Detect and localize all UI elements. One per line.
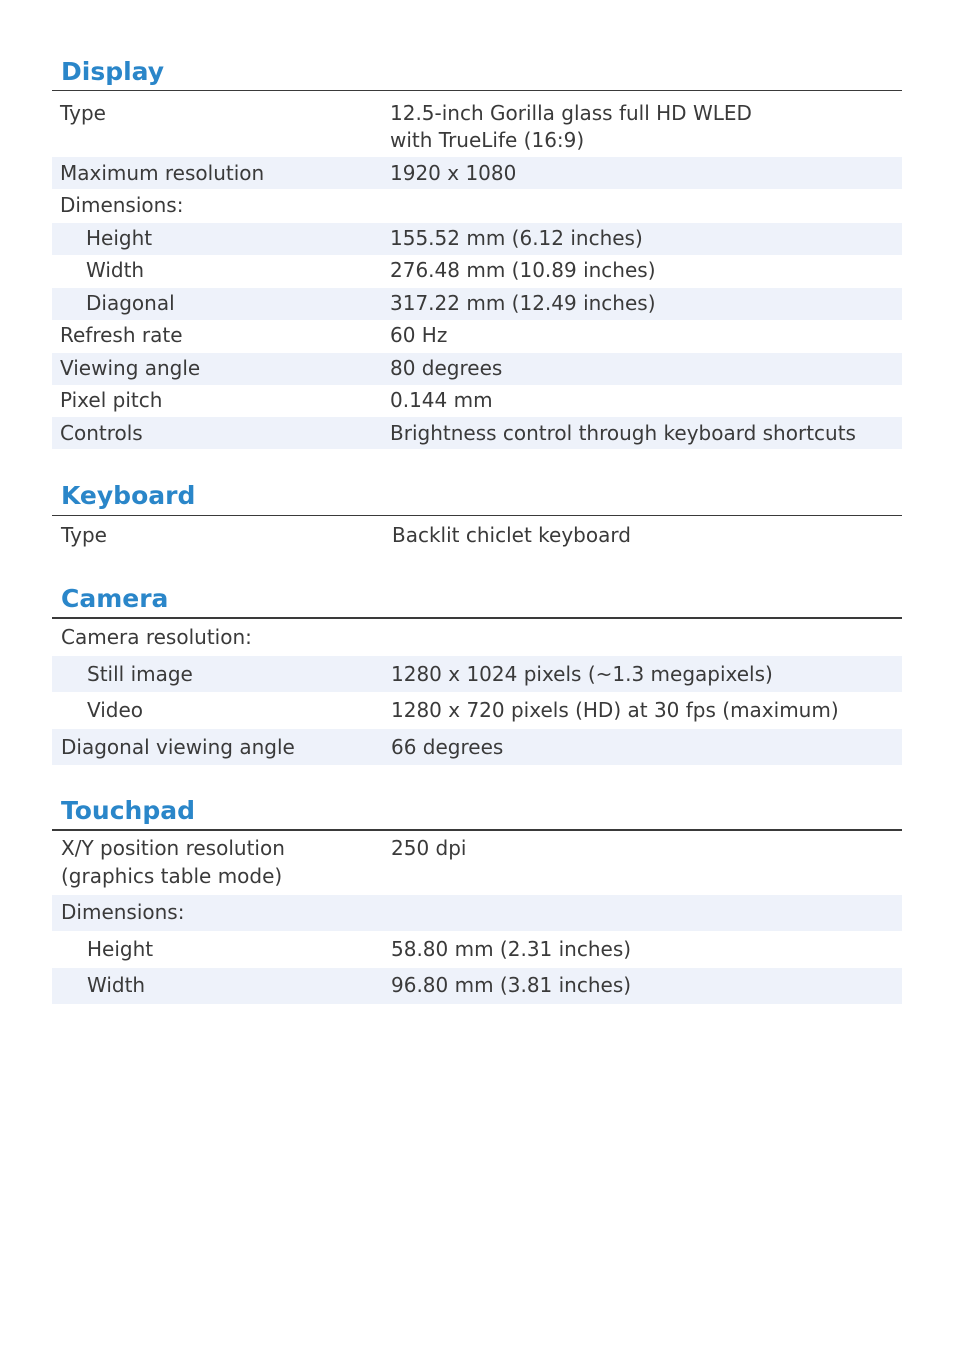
row-value: 317.22 mm (12.49 inches) <box>390 291 656 315</box>
table-row-max-resolution <box>52 157 902 189</box>
camera-heading: Camera <box>61 584 169 613</box>
keyboard-heading: Keyboard <box>61 481 196 510</box>
row-value: 58.80 mm (2.31 inches) <box>391 937 632 961</box>
row-label: Width <box>86 258 145 282</box>
row-value: 96.80 mm (3.81 inches) <box>391 973 632 997</box>
row-value: Backlit chiclet keyboard <box>392 523 631 547</box>
touchpad-heading: Touchpad <box>61 796 195 825</box>
table-row-type <box>52 516 902 550</box>
table-row-still-image <box>52 656 902 692</box>
table-row-width <box>52 968 902 1004</box>
row-value: 60 Hz <box>390 323 448 347</box>
table-row-viewing-angle <box>52 353 902 385</box>
table-row-dimensions <box>52 895 902 931</box>
table-row-xy-resolution <box>52 831 902 895</box>
table-row-pixel-pitch <box>52 385 902 417</box>
row-label: Diagonal <box>86 291 175 315</box>
table-row-diagonal-viewing-angle <box>52 729 902 765</box>
table-row-controls <box>52 417 902 449</box>
table-row-type <box>52 91 902 157</box>
row-value-line2: with TrueLife (16:9) <box>390 128 585 152</box>
table-row-refresh-rate <box>52 320 902 353</box>
row-value: 250 dpi <box>391 836 467 860</box>
row-value: 1280 x 1024 pixels (~1.3 megapixels) <box>391 662 773 686</box>
row-value-line1: 12.5-inch Gorilla glass full HD WLED <box>390 101 752 125</box>
table-row-width <box>52 255 902 288</box>
row-label: Width <box>87 973 146 997</box>
table-row-diagonal <box>52 288 902 320</box>
row-value: 0.144 mm <box>390 388 493 412</box>
table-row-video <box>52 692 902 729</box>
row-value: 1280 x 720 pixels (HD) at 30 fps (maximum) <box>391 698 839 722</box>
row-label: Diagonal viewing angle <box>61 735 295 759</box>
camera-table <box>52 619 902 765</box>
row-label: Height <box>87 937 154 961</box>
table-row-dimensions <box>52 189 902 223</box>
row-label-line1: X/Y position resolution <box>61 836 285 860</box>
table-row-height <box>52 931 902 968</box>
table-row-height <box>52 223 902 255</box>
row-label: Maximum resolution <box>60 161 265 185</box>
row-value: 1920 x 1080 <box>390 161 517 185</box>
row-label: Type <box>61 523 107 547</box>
row-label: Controls <box>60 421 143 445</box>
row-label: Video <box>87 698 144 722</box>
row-label: Dimensions: <box>61 900 185 924</box>
table-row-camera-resolution <box>52 619 902 656</box>
row-label: Height <box>86 226 153 250</box>
row-label: Refresh rate <box>60 323 183 347</box>
row-label: Camera resolution: <box>61 625 252 649</box>
row-label: Type <box>60 101 106 125</box>
display-heading: Display <box>61 57 165 86</box>
row-label-line2: (graphics table mode) <box>61 864 283 888</box>
row-value: 276.48 mm (10.89 inches) <box>390 258 656 282</box>
row-label: Still image <box>87 662 193 686</box>
row-label: Viewing angle <box>60 356 201 380</box>
display-table <box>52 91 902 449</box>
touchpad-table <box>52 831 902 1004</box>
row-value: 66 degrees <box>391 735 504 759</box>
row-value: 80 degrees <box>390 356 503 380</box>
keyboard-table <box>52 516 902 550</box>
row-value: 155.52 mm (6.12 inches) <box>390 226 643 250</box>
row-label: Pixel pitch <box>60 388 163 412</box>
row-label: Dimensions: <box>60 193 184 217</box>
row-value: Brightness control through keyboard shortcuts <box>390 421 856 445</box>
